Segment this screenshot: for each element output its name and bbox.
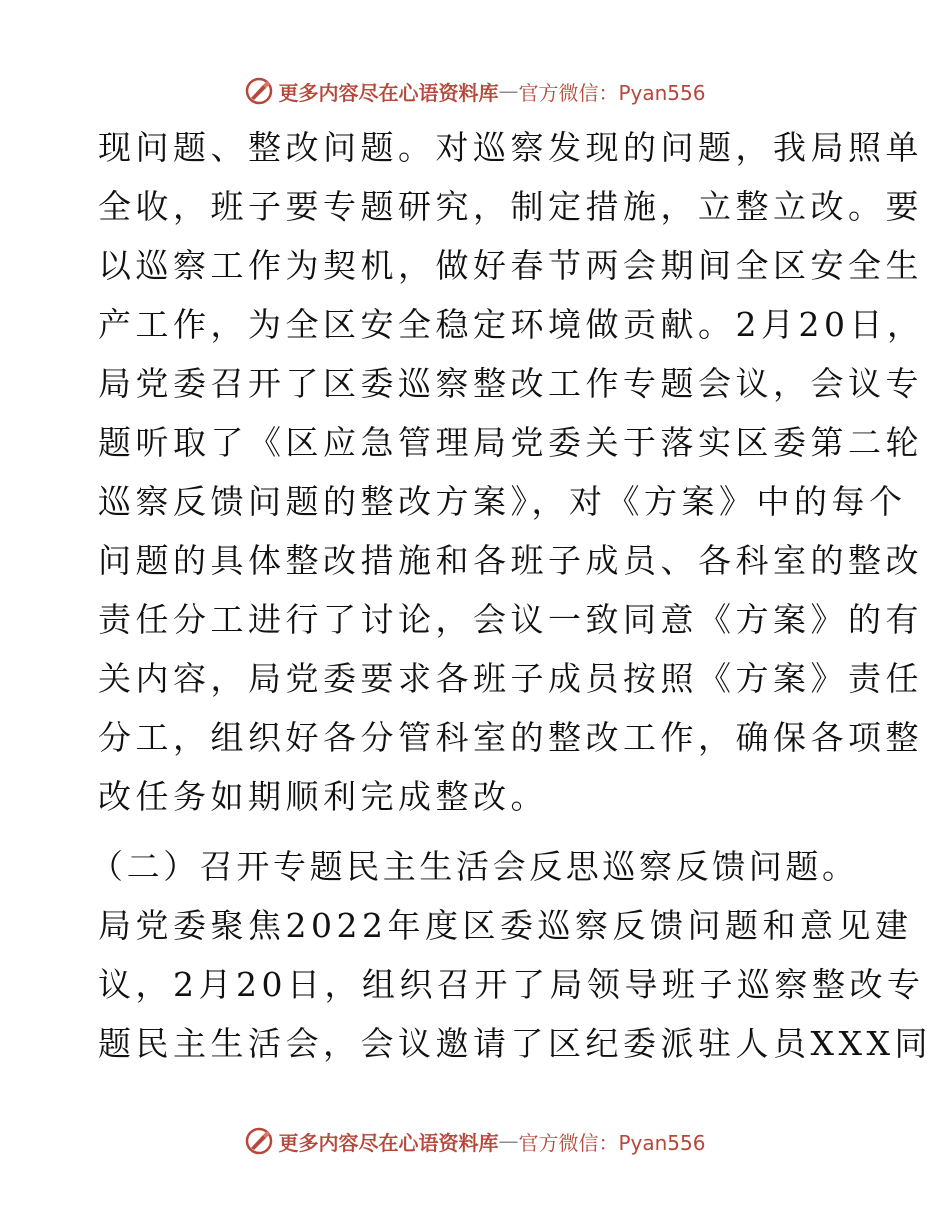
watermark-main-text: 更多内容尽在心语资料库 [278, 80, 499, 105]
body-line: 责任分工进行了讨论，会议一致同意《方案》的有 [98, 600, 923, 639]
body-line: 题听取了《区应急管理局党委关于落实区委第二轮 [98, 423, 923, 462]
body-line: 关内容，局党委要求各班子成员按照《方案》责任 [98, 659, 923, 698]
section-heading: （二）召开专题民主生活会反思巡察反馈问题。 [90, 847, 859, 886]
body-line: 问题的具体整改措施和各班子成员、各科室的整改 [98, 541, 923, 580]
section-line: 局党委聚焦2022年度区委巡察反馈问题和意见建 [98, 906, 913, 945]
pen-logo-icon [244, 76, 274, 106]
body-line: 现问题、整改问题。对巡察发现的问题，我局照单 [98, 128, 923, 167]
body-line: 改任务如期顺利完成整改。 [98, 777, 548, 816]
watermark-separator: — [498, 79, 519, 103]
body-line: 以巡察工作为契机，做好春节两会期间全区安全生 [98, 246, 923, 285]
body-line: 分工，组织好各分管科室的整改工作，确保各项整 [98, 718, 923, 757]
pen-logo-icon [244, 1126, 274, 1156]
watermark-main-text: 更多内容尽在心语资料库 [278, 1130, 499, 1155]
body-line: 产工作，为全区安全稳定环境做贡献。2月20日， [98, 305, 925, 344]
section-line: 题民主生活会，会议邀请了区纪委派驻人员XXX同 [98, 1024, 932, 1063]
body-line: 巡察反馈问题的整改方案》，对《方案》中的每个 [98, 482, 907, 521]
footer-watermark [0, 1124, 950, 1158]
body-line: 局党委召开了区委巡察整改工作专题会议，会议专 [98, 364, 923, 403]
watermark-separator: — [498, 1129, 519, 1153]
header-watermark [0, 74, 950, 108]
body-line: 全收，班子要专题研究，制定措施，立整立改。要 [98, 187, 923, 226]
document-body [90, 118, 932, 1073]
section-line: 议，2月20日，组织召开了局领导班子巡察整改专 [98, 965, 925, 1004]
watermark-contact: 官方微信：Pyan556 [518, 1130, 706, 1155]
watermark-contact: 官方微信：Pyan556 [518, 80, 706, 105]
